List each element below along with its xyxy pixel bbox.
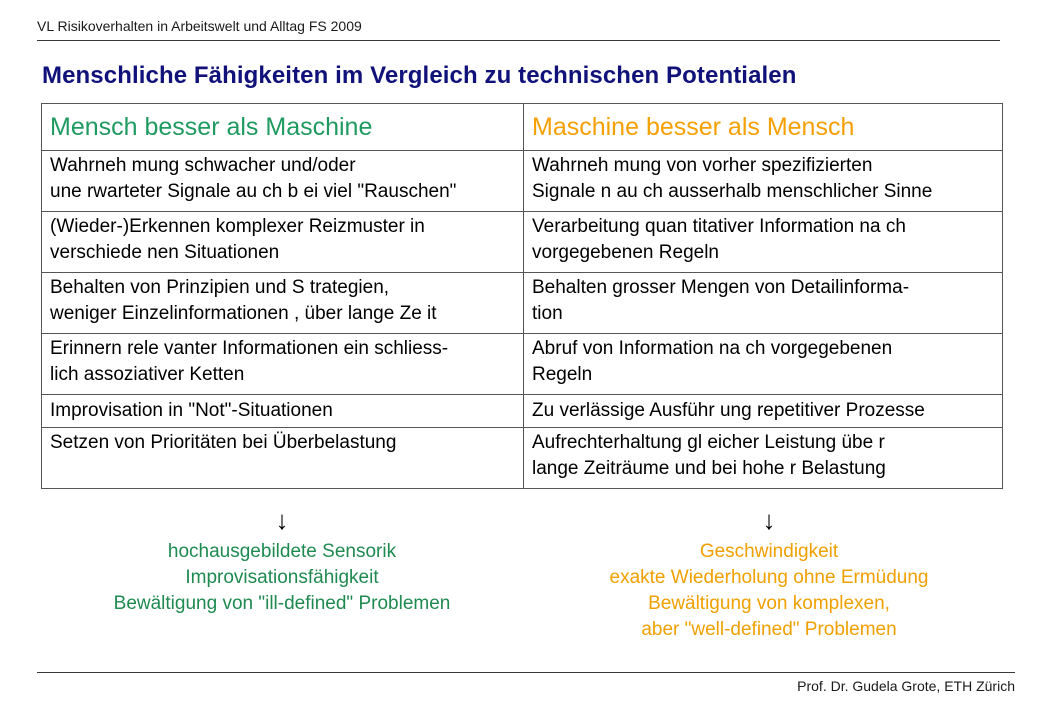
column-header-machine: Maschine besser als Mensch <box>524 104 1003 151</box>
summary-human <box>42 505 522 617</box>
table-row <box>42 212 1003 273</box>
cell-human: Setzen von Prioritäten bei Überbelastung <box>42 428 524 489</box>
header-divider <box>37 40 1000 41</box>
course-header: VL Risikoverhalten in Arbeitswelt und Alltag FS 2009 <box>37 18 362 34</box>
slide-title: Menschliche Fähigkeiten im Vergleich zu technischen Potentialen <box>42 62 797 89</box>
cell-machine: Aufrechterhaltung gl eicher Leistung übe r lange Zeiträume und bei hohe r Belastung <box>524 428 1003 489</box>
author-footer: Prof. Dr. Gudela Grote, ETH Zürich <box>797 678 1015 694</box>
summary-human-line: Improvisationsfähigkeit <box>185 567 379 588</box>
footer-divider <box>37 672 1015 673</box>
comparison-table <box>41 103 1003 489</box>
summary-human-line: hochausgebildete Sensorik <box>167 541 397 562</box>
cell-machine: Zu verlässige Ausführ ung repetitiver Prozesse <box>524 395 1003 428</box>
summary-machine <box>530 505 1008 643</box>
arrow-down-icon: ↓ <box>762 505 776 535</box>
table-row <box>42 334 1003 395</box>
cell-machine: Wahrneh mung von vorher spezifizierten Signale n au ch ausserhalb menschlicher Sinne <box>524 151 1003 212</box>
table-row <box>42 428 1003 489</box>
cell-machine: Verarbeitung quan titativer Information na ch vorgegebenen Regeln <box>524 212 1003 273</box>
cell-human: Wahrneh mung schwacher und/oder une rwarteter Signale au ch b ei viel "Rauschen" <box>42 151 524 212</box>
table-row <box>42 151 1003 212</box>
cell-human: Behalten von Prinzipien und S trategien, weniger Einzelinformationen , über lange Ze it <box>42 273 524 334</box>
summary-machine-line: aber "well-defined" Problemen <box>641 619 897 640</box>
table-header-row <box>42 104 1003 151</box>
summary-machine-line: exakte Wiederholung ohne Ermüdung <box>609 567 929 588</box>
cell-machine: Behalten grosser Mengen von Detailinforma- tion <box>524 273 1003 334</box>
summary-human-line: Bewältigung von "ill-defined" Problemen <box>113 593 451 614</box>
cell-human: (Wieder-)Erkennen komplexer Reizmuster in verschiede nen Situationen <box>42 212 524 273</box>
summary-machine-line: Bewältigung von komplexen, <box>648 593 890 614</box>
table-row <box>42 395 1003 428</box>
summary-machine-line: Geschwindigkeit <box>699 541 839 562</box>
cell-human: Improvisation in "Not"-Situationen <box>42 395 524 428</box>
table-row <box>42 273 1003 334</box>
cell-human: Erinnern rele vanter Informationen ein schliess- lich assoziativer Ketten <box>42 334 524 395</box>
column-header-human: Mensch besser als Maschine <box>42 104 524 151</box>
arrow-down-icon: ↓ <box>275 505 289 535</box>
cell-machine: Abruf von Information na ch vorgegebenen Regeln <box>524 334 1003 395</box>
